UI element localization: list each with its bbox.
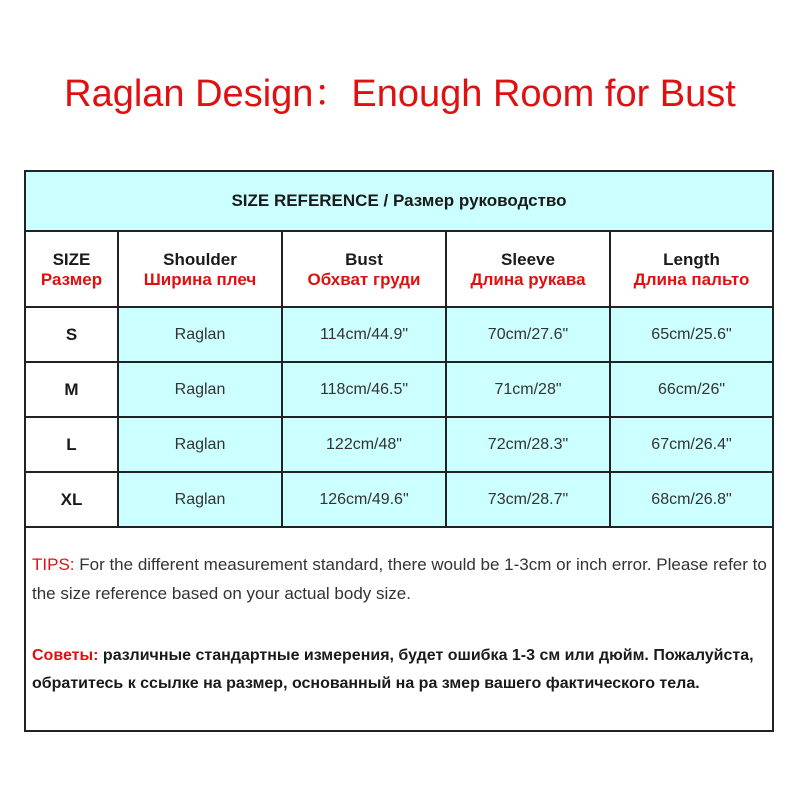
sleeve-value: 73cm/28.7"	[446, 472, 610, 527]
table-row	[26, 362, 772, 417]
header-bust-ru: Обхват груди	[282, 270, 446, 307]
header-shoulder-ru: Ширина плеч	[118, 270, 282, 307]
header-row-ru	[26, 270, 772, 307]
tips-note	[32, 550, 767, 608]
table-row	[26, 472, 772, 527]
size-label: XL	[26, 472, 118, 527]
header-sleeve: Sleeve	[446, 232, 610, 270]
bust-value: 114cm/44.9"	[282, 307, 446, 362]
shoulder-value: Raglan	[118, 472, 282, 527]
sleeve-value: 71cm/28"	[446, 362, 610, 417]
size-table	[26, 232, 772, 528]
header-size: SIZE	[26, 232, 118, 270]
tips-note-ru	[32, 642, 772, 698]
shoulder-value: Raglan	[118, 307, 282, 362]
size-label: M	[26, 362, 118, 417]
tips-label-ru: Советы:	[32, 647, 99, 664]
header-shoulder: Shoulder	[118, 232, 282, 270]
length-value: 66cm/26"	[610, 362, 772, 417]
tips-label: TIPS:	[32, 555, 75, 574]
tips-text: For the different measurement standard, there would be 1-3cm or inch error. Please refer to the size reference based on your actual body size.	[32, 555, 767, 603]
table-row	[26, 307, 772, 362]
header-row-en	[26, 232, 772, 270]
page-title: Raglan Design：Enough Room for Bust	[64, 73, 736, 115]
header-length: Length	[610, 232, 772, 270]
header-bust: Bust	[282, 232, 446, 270]
shoulder-value: Raglan	[118, 417, 282, 472]
sleeve-value: 72cm/28.3"	[446, 417, 610, 472]
sleeve-value: 70cm/27.6"	[446, 307, 610, 362]
size-chart	[24, 170, 774, 732]
table-caption: SIZE REFERENCE / Размер руководство	[26, 172, 772, 232]
bust-value: 126cm/49.6"	[282, 472, 446, 527]
bust-value: 122cm/48"	[282, 417, 446, 472]
shoulder-value: Raglan	[118, 362, 282, 417]
length-value: 68cm/26.8"	[610, 472, 772, 527]
size-label: S	[26, 307, 118, 362]
length-value: 65cm/25.6"	[610, 307, 772, 362]
bust-value: 118cm/46.5"	[282, 362, 446, 417]
length-value: 67cm/26.4"	[610, 417, 772, 472]
tips-text-ru: различные стандартные измерения, будет ошибка 1-3 см или дюйм. Пожалуйста, обратитесь к ссылке на размер, основанный на ра змер вашего фактического тела.	[32, 647, 754, 692]
header-sleeve-ru: Длина рукава	[446, 270, 610, 307]
header-size-ru: Размер	[26, 270, 118, 307]
table-row	[26, 417, 772, 472]
header-length-ru: Длина пальто	[610, 270, 772, 307]
size-label: L	[26, 417, 118, 472]
